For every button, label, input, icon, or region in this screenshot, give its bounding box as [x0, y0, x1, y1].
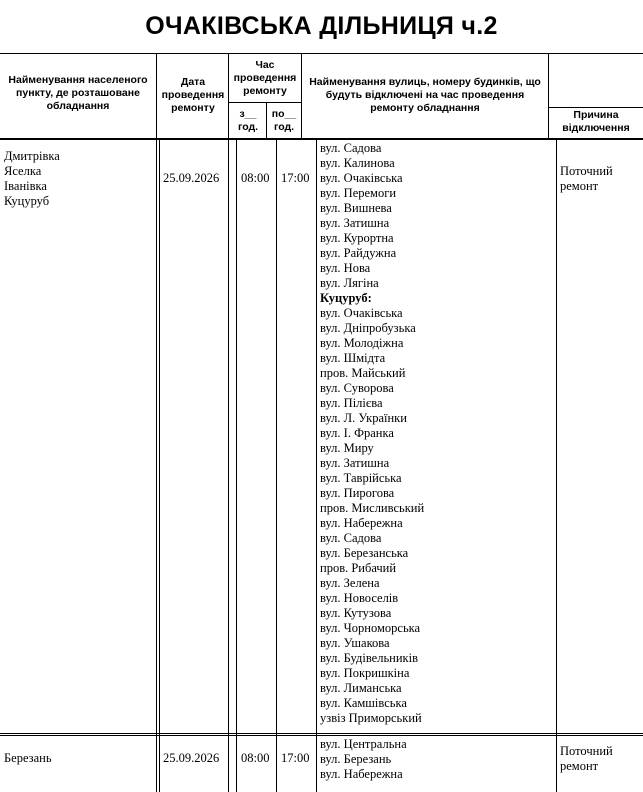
col-divider-2: [228, 53, 229, 792]
street-item: вул. Затишна: [320, 456, 390, 470]
settlement-name: Яселка: [4, 164, 42, 178]
reason-header-left: [548, 107, 549, 140]
col-divider-1: [156, 53, 157, 792]
row1-reason: Поточний ремонт: [560, 164, 613, 193]
street-item: вул. Будівельників: [320, 651, 418, 665]
street-item: вул. Вишнева: [320, 201, 392, 215]
col-divider-4b: [316, 140, 317, 792]
street-item: пров. Майський: [320, 366, 406, 380]
header-time-from: з__ год.: [237, 108, 259, 133]
street-item: вул. Лягіна: [320, 276, 379, 290]
time-header-separator: [228, 102, 301, 103]
col-divider-5: [548, 53, 549, 108]
header-time-to: по__ год.: [271, 108, 297, 133]
street-item: вул. Зелена: [320, 576, 380, 590]
row2-settlements: [4, 751, 154, 766]
row1-date: 25.09.2026: [163, 171, 220, 185]
col-divider-5b: [556, 140, 557, 792]
street-item: вул. Пілієва: [320, 396, 383, 410]
header-streets: Найменування вулиць, номеру будинків, що будуть відключені на час проведення ремонту обладнання: [309, 76, 541, 114]
row1-time-from: 08:00: [241, 171, 270, 185]
street-item: вул. Лиманська: [320, 681, 402, 695]
row1-time-to: 17:00: [281, 171, 310, 185]
street-item: вул. Набережна: [320, 767, 403, 781]
street-item: пров. Мисливський: [320, 501, 425, 515]
street-item: вул. Березань: [320, 752, 392, 766]
street-item: вул. Шмідта: [320, 351, 386, 365]
street-item: вул. Новоселів: [320, 591, 399, 605]
street-item: вул. Перемоги: [320, 186, 397, 200]
street-item: вул. Чорноморська: [320, 621, 421, 635]
street-item: вул. Камшівська: [320, 696, 407, 710]
row2-date: 25.09.2026: [163, 751, 220, 765]
header-time: Час проведення ремонту: [233, 59, 297, 97]
street-item: вул. Нова: [320, 261, 371, 275]
street-item: вул. Центральна: [320, 737, 407, 751]
street-item: вул. Таврійська: [320, 471, 402, 485]
col-divider-1b: [159, 140, 160, 792]
street-item: вул. Л. Українки: [320, 411, 407, 425]
header-settlement: Найменування населеного пункту, де розташоване обладнання: [8, 74, 148, 112]
row-separator: [0, 733, 643, 734]
street-item: вул. Садова: [320, 531, 382, 545]
street-item: вул. І. Франка: [320, 426, 394, 440]
row2-street-list: [320, 737, 556, 782]
street-item: вул. Очаківська: [320, 306, 403, 320]
settlement-name: Дмитрівка: [4, 149, 60, 163]
street-item: вул. Пирогова: [320, 486, 395, 500]
street-item: вул. Дніпробузька: [320, 321, 416, 335]
row1-street-list: [320, 141, 556, 726]
table-top-border: [0, 53, 643, 54]
row2-time-from: 08:00: [241, 751, 270, 765]
street-item: вул. Покришкіна: [320, 666, 410, 680]
reason-header-top: [548, 107, 643, 108]
header-reason: Причина відключення: [562, 109, 630, 134]
row1-settlements: [4, 149, 154, 209]
settlement-name: Куцуруб: [4, 194, 50, 208]
street-item: узвіз Приморський: [320, 711, 422, 725]
street-item: вул. Миру: [320, 441, 374, 455]
street-item: вул. Молодіжна: [320, 336, 404, 350]
row-separator-inner: [0, 735, 643, 736]
page-title: ОЧАКІВСЬКА ДІЛЬНИЦЯ ч.2: [145, 12, 498, 40]
header-date: Дата проведення ремонту: [161, 76, 225, 114]
row2-time-to: 17:00: [281, 751, 310, 765]
street-item: вул. Райдужна: [320, 246, 397, 260]
col-divider-2b: [236, 140, 237, 792]
street-item: вул. Ушакова: [320, 636, 390, 650]
street-item: вул. Очаківська: [320, 171, 403, 185]
row2-reason: Поточний ремонт: [560, 744, 613, 773]
street-item: вул. Набережна: [320, 516, 403, 530]
street-item: вул. Курортна: [320, 231, 394, 245]
street-item: вул. Садова: [320, 141, 382, 155]
col-divider-4: [301, 53, 302, 140]
street-item: вул. Калинова: [320, 156, 395, 170]
street-item: вул. Кутузова: [320, 606, 392, 620]
street-item: вул. Суворова: [320, 381, 394, 395]
settlement-name: Березань: [4, 751, 52, 765]
col-divider-3b: [276, 140, 277, 792]
col-divider-3: [266, 103, 267, 140]
street-item: вул. Затишна: [320, 216, 390, 230]
street-item: пров. Рибачий: [320, 561, 397, 575]
street-group-heading: Куцуруб:: [320, 291, 372, 305]
header-bottom-border: [0, 138, 643, 140]
street-item: вул. Березанська: [320, 546, 409, 560]
settlement-name: Іванівка: [4, 179, 47, 193]
